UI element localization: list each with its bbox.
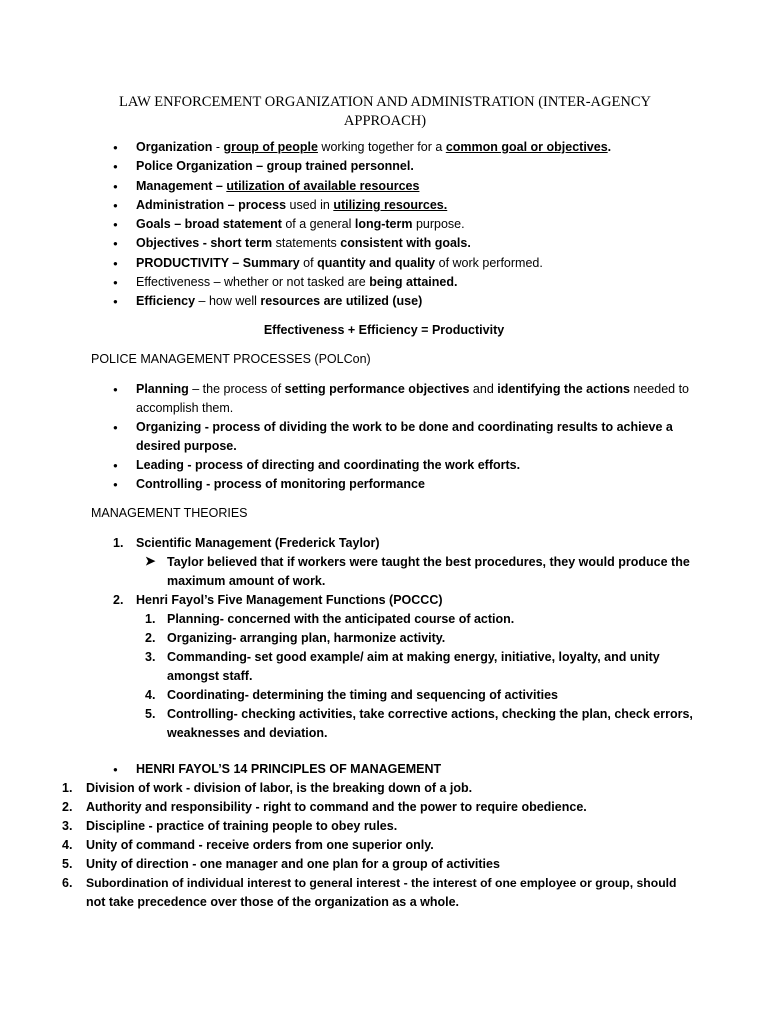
function-number: 1.	[145, 612, 156, 626]
principle-number: 5.	[62, 857, 73, 871]
productivity-equation: Effectiveness + Efficiency = Productivity	[263, 323, 505, 337]
theory-1-number: 1.	[113, 536, 124, 550]
principle-item: Division of work - division of labor, is the breaking down of a job.	[86, 781, 473, 795]
polcon-planning-cont: accomplish them.	[136, 401, 234, 415]
principle-item: Unity of direction - one manager and one plan for a group of activities	[86, 857, 500, 871]
function-number: 5.	[145, 707, 156, 721]
function-item: Organizing- arranging plan, harmonize activity.	[167, 631, 446, 645]
theory-1: Scientific Management (Frederick Taylor)	[136, 536, 380, 550]
polcon-list	[0, 380, 689, 399]
function-number: 2.	[145, 631, 156, 645]
polcon-leading: ● Leading - process of directing and coordinating the work efforts.	[0, 456, 520, 475]
principles-heading: ● HENRI FAYOL’S 14 PRINCIPLES OF MANAGEMENT	[0, 760, 441, 779]
definition-goals: ● Goals – broad statement of a general long-term purpose.	[0, 215, 611, 234]
polcon-planning: ● Planning – the process of setting performance objectives and identifying the actions needed to	[0, 380, 689, 399]
definitions-list	[0, 138, 611, 312]
polcon-organizing: ● Organizing - process of dividing the work to be done and coordinating results to achieve a	[0, 418, 673, 437]
theory-2-number: 2.	[113, 593, 124, 607]
definition-administration: ● Administration – process used in utilizing resources.	[0, 196, 611, 215]
principles-heading-list	[0, 760, 441, 779]
function-number: 3.	[145, 650, 156, 664]
polcon-list-2	[0, 418, 673, 437]
theory-2: Henri Fayol’s Five Management Functions (POCCC)	[136, 593, 443, 607]
polcon-organizing-cont: desired purpose.	[136, 439, 237, 453]
principle-item: Subordination of individual interest to general interest - the interest of one employee or group, should	[86, 876, 677, 890]
principle-item: Authority and responsibility - right to command and the power to require obedience.	[86, 800, 587, 814]
function-item: Planning- concerned with the anticipated course of action.	[167, 612, 515, 626]
theory-1-detail-cont: maximum amount of work.	[167, 574, 326, 588]
polcon-list-3	[0, 456, 520, 495]
principle-item-cont: not take precedence over those of the organization as a whole.	[86, 895, 460, 909]
polcon-controlling: ● Controlling - process of monitoring performance	[0, 475, 520, 494]
principle-number: 3.	[62, 819, 73, 833]
function-item-cont: weaknesses and deviation.	[167, 726, 328, 740]
function-item-cont: amongst staff.	[167, 669, 253, 683]
definition-productivity: ● PRODUCTIVITY – Summary of quantity and quality of work performed.	[0, 254, 611, 273]
definition-police-organization: ● Police Organization – group trained personnel.	[0, 157, 611, 176]
function-item: Coordinating- determining the timing and sequencing of activities	[167, 688, 558, 702]
principle-number: 4.	[62, 838, 73, 852]
definition-effectiveness: ● Effectiveness – whether or not tasked are being attained.	[0, 273, 611, 292]
principle-number: 2.	[62, 800, 73, 814]
definition-organization: ● Organization - group of people working together for a common goal or objectives.	[0, 138, 611, 157]
definition-management: ● Management – utilization of available resources	[0, 177, 611, 196]
arrow-bullet-icon: ➤	[145, 554, 156, 568]
function-item: Controlling- checking activities, take corrective actions, checking the plan, check errors,	[167, 707, 693, 721]
definition-efficiency: ● Efficiency – how well resources are utilized (use)	[0, 292, 611, 311]
theory-1-detail: Taylor believed that if workers were taught the best procedures, they would produce the	[167, 555, 690, 569]
function-number: 4.	[145, 688, 156, 702]
principle-number: 6.	[62, 876, 73, 890]
document-title: LAW ENFORCEMENT ORGANIZATION AND ADMINISTRATION (INTER-AGENCY APPROACH)	[119, 94, 651, 129]
principle-number: 1.	[62, 781, 73, 795]
definition-objectives: ● Objectives - short term statements consistent with goals.	[0, 234, 611, 253]
polcon-heading: POLICE MANAGEMENT PROCESSES (POLCon)	[91, 352, 371, 366]
principle-item: Discipline - practice of training people to obey rules.	[86, 819, 398, 833]
principle-item: Unity of command - receive orders from one superior only.	[86, 838, 434, 852]
function-item: Commanding- set good example/ aim at making energy, initiative, loyalty, and unity	[167, 650, 660, 664]
theories-heading: MANAGEMENT THEORIES	[91, 506, 248, 520]
